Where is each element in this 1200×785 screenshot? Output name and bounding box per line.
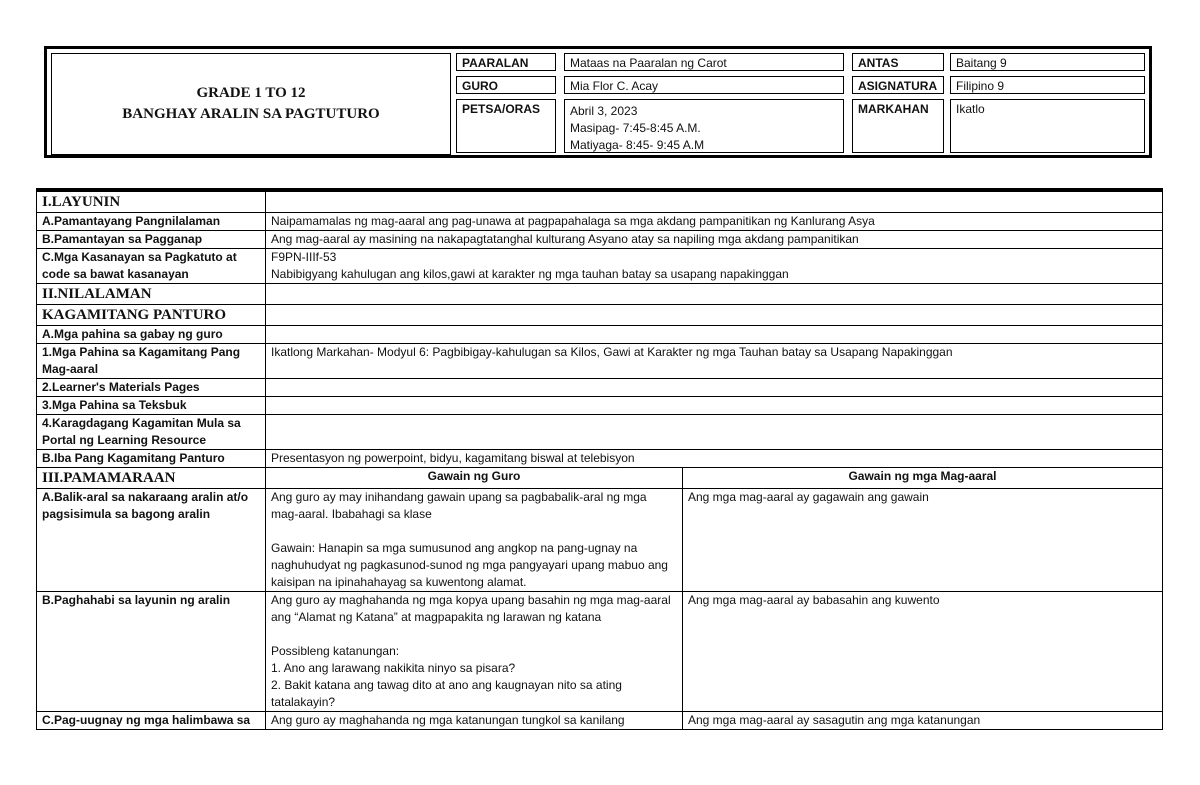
section-kagamitan: KAGAMITANG PANTURO bbox=[37, 305, 266, 326]
teacher-value: Mia Flor C. Acay bbox=[564, 76, 844, 94]
subject-label: ASIGNATURA bbox=[852, 76, 944, 94]
title-block bbox=[51, 53, 451, 155]
section-kagamitan-blank bbox=[266, 305, 1163, 326]
row-value: Naipamamalas ng mag-aaral ang pag-unawa at pagpapahalaga sa mga akdang pampanitikan ng Kanlurang Asya bbox=[266, 213, 1163, 231]
date-value: Abril 3, 2023 bbox=[570, 104, 638, 118]
date-time-cell bbox=[564, 99, 844, 153]
time-line-1: Masipag- 7:45-8:45 A.M. bbox=[570, 121, 701, 135]
date-label: PETSA/ORAS bbox=[456, 99, 556, 153]
row-value-cell bbox=[266, 249, 1163, 284]
row-label: A.Balik-aral sa nakaraang aralin at/o pagsisimula sa bagong aralin bbox=[37, 489, 266, 592]
section-nilalaman: II.NILALAMAN bbox=[37, 284, 266, 305]
row-value bbox=[266, 415, 1163, 450]
section-pamamaraan: III.PAMAMARAAN bbox=[37, 468, 266, 489]
table-row bbox=[37, 489, 1163, 592]
row-value bbox=[266, 379, 1163, 397]
school-value: Mataas na Paaralan ng Carot bbox=[564, 53, 844, 71]
table-row bbox=[37, 415, 1163, 450]
row-value: Presentasyon ng powerpoint, bidyu, kagamitang biswal at telebisyon bbox=[266, 450, 1163, 468]
grade-label: ANTAS bbox=[852, 53, 944, 71]
row-label: C.Mga Kasanayan sa Pagkatuto at code sa bawat kasanayan bbox=[37, 249, 266, 284]
row-label: 2.Learner's Materials Pages bbox=[37, 379, 266, 397]
mag-aaral-activity: Ang mga mag-aaral ay gagawain ang gawain bbox=[683, 489, 1163, 592]
column-header-mag-aaral: Gawain ng mga Mag-aaral bbox=[683, 468, 1163, 489]
column-header-guro: Gawain ng Guro bbox=[266, 468, 683, 489]
grade-value: Baitang 9 bbox=[950, 53, 1145, 71]
row-label: B.Paghahabi sa layunin ng aralin bbox=[37, 592, 266, 712]
table-row bbox=[37, 213, 1163, 231]
section-pamamaraan-row bbox=[37, 468, 1163, 489]
section-kagamitan-row bbox=[37, 305, 1163, 326]
lesson-plan-table bbox=[36, 188, 1163, 730]
table-row bbox=[37, 326, 1163, 344]
row-label: B.Iba Pang Kagamitang Panturo bbox=[37, 450, 266, 468]
title-line-1: GRADE 1 TO 12 bbox=[196, 85, 306, 101]
section-layunin: I.LAYUNIN bbox=[37, 190, 266, 213]
row-value: Ikatlong Markahan- Modyul 6: Pagbibigay-kahulugan sa Kilos, Gawi at Karakter ng mga Tauhan batay sa Usapang Napakinggan bbox=[266, 344, 1163, 379]
row-label: 1.Mga Pahina sa Kagamitang Pang Mag-aaral bbox=[37, 344, 266, 379]
guro-activity: Ang guro ay may inihandang gawain upang sa pagbabalik-aral ng mga mag-aaral. Ibabahagi sa klase Gawain: Hanapin sa mga sumusunod ang angkop na pang-ugnay na naghuhudyat ng pagkasunod-sunod ng mga pangyayari upang mabuo ang kaisipan na ipinahahayag sa kuwentong alamat. bbox=[266, 489, 683, 592]
lesson-plan-header bbox=[44, 46, 1152, 158]
row-value: Ang mag-aaral ay masining na nakapagtatanghal kulturang Asyano atay sa napiling mga akdang pampanitikan bbox=[266, 231, 1163, 249]
guro-activity: Ang guro ay maghahanda ng mga kopya upang basahin ng mga mag-aaral ang “Alamat ng Katana” at magpapakita ng larawan ng katana Possibleng katanungan: 1. Ano ang larawang nakikita ninyo sa pisara? 2. Bakit katana ang tawag dito at ano ang kaugnayan nito sa ating tatalakayin? bbox=[266, 592, 683, 712]
table-row bbox=[37, 344, 1163, 379]
quarter-value: Ikatlo bbox=[950, 99, 1145, 153]
table-row bbox=[37, 712, 1163, 730]
teacher-label: GURO bbox=[456, 76, 556, 94]
row-label: C.Pag-uugnay ng mga halimbawa sa bbox=[37, 712, 266, 730]
row-label: B.Pamantayan sa Pagganap bbox=[37, 231, 266, 249]
table-row bbox=[37, 379, 1163, 397]
row-value bbox=[266, 397, 1163, 415]
row-label: 4.Karagdagang Kagamitan Mula sa Portal ng Learning Resource bbox=[37, 415, 266, 450]
table-row bbox=[37, 397, 1163, 415]
section-layunin-row bbox=[37, 190, 1163, 213]
competency-text: Nabibigyang kahulugan ang kilos,gawi at karakter ng mga tauhan batay sa usapang napakinggan bbox=[271, 267, 789, 281]
mag-aaral-activity: Ang mga mag-aaral ay babasahin ang kuwento bbox=[683, 592, 1163, 712]
quarter-label: MARKAHAN bbox=[852, 99, 944, 153]
title-line-2: BANGHAY ARALIN SA PAGTUTURO bbox=[122, 106, 380, 122]
table-row bbox=[37, 231, 1163, 249]
school-label: PAARALAN bbox=[456, 53, 556, 71]
table-row bbox=[37, 249, 1163, 284]
section-nilalaman-blank bbox=[266, 284, 1163, 305]
row-value bbox=[266, 326, 1163, 344]
table-row bbox=[37, 450, 1163, 468]
table-row bbox=[37, 592, 1163, 712]
row-label: 3.Mga Pahina sa Teksbuk bbox=[37, 397, 266, 415]
competency-code: F9PN-IIIf-53 bbox=[271, 250, 337, 264]
row-label: A.Pamantayang Pangnilalaman bbox=[37, 213, 266, 231]
time-line-2: Matiyaga- 8:45- 9:45 A.M bbox=[570, 138, 705, 152]
subject-value: Filipino 9 bbox=[950, 76, 1145, 94]
section-layunin-blank bbox=[266, 190, 1163, 213]
row-label: A.Mga pahina sa gabay ng guro bbox=[37, 326, 266, 344]
section-nilalaman-row bbox=[37, 284, 1163, 305]
guro-activity: Ang guro ay maghahanda ng mga katanungan tungkol sa kanilang bbox=[266, 712, 683, 730]
mag-aaral-activity: Ang mga mag-aaral ay sasagutin ang mga katanungan bbox=[683, 712, 1163, 730]
